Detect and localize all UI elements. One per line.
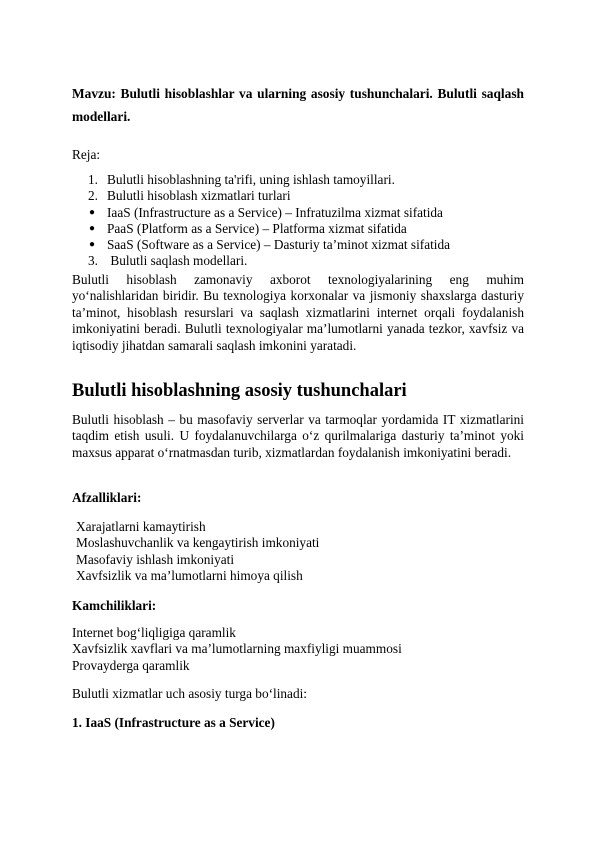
- bullet-icon: ●: [89, 222, 96, 234]
- list-item: Xarajatlarni kamaytirish: [76, 519, 206, 534]
- plan-list: [88, 172, 450, 270]
- list-marker: 2.: [88, 188, 98, 204]
- disadvantages-label: Kamchiliklari:: [72, 598, 157, 613]
- plan-item: [88, 221, 450, 237]
- types-sentence: Bulutli xizmatlar uch asosiy turga bo‘linadi:: [72, 686, 307, 701]
- list-item: Provayderga qaramlik: [72, 657, 190, 673]
- plan-item: [88, 253, 450, 269]
- bullet-icon: ●: [89, 206, 96, 218]
- plan-item-text: PaaS (Platform as a Service) – Platforma xizmat sifatida: [107, 220, 407, 236]
- section-heading: Bulutli hisoblashning asosiy tushunchalari: [72, 381, 407, 401]
- plan-item-text: Bulutli saqlash modellari.: [107, 253, 248, 269]
- advantages-label: Afzalliklari:: [72, 490, 142, 505]
- list-item: Moslashuvchanlik va kengaytirish imkoniyati: [76, 535, 320, 551]
- definition-paragraph: Bulutli hisoblash – bu masofaviy serverlar va tarmoqlar yordamida IT xizmatlarini taqdim etish usuli. U foydalanuvchilarga o‘z qurilmalariga dasturiy ta’minot yoki maxsus apparat o‘rnatmasdan turib, xizmatlardan foydalanish imkoniyatini beradi.: [72, 412, 524, 460]
- plan-item-text: SaaS (Software as a Service) – Dasturiy ta’minot xizmat sifatida: [107, 237, 451, 253]
- iaas-heading: 1. IaaS (Infrastructure as a Service): [72, 715, 275, 730]
- plan-item: [88, 188, 450, 204]
- disadvantages-list: [72, 625, 402, 674]
- list-item: Internet bog‘liqligiga qaramlik: [72, 625, 236, 640]
- intro-paragraph: Bulutli hisoblash zamonaviy axborot texnologiyalarining eng muhim yo‘nalishlaridan biridir. Bu texnologiya korxonalar va jismoniy shaxslarga dasturiy ta’minot, hisoblash resurslari va saqlash xizmatlarini internet orqali foydalanish imkoniyatini beradi. Bulutli texnologiyalar ma’lumotlarni yanada tezkor, xavfsiz va iqtisodiy jihatdan samarali saqlash imkonini yaratadi.: [72, 272, 524, 353]
- list-item: Masofaviy ishlash imkoniyati: [76, 551, 235, 567]
- topic-title: Mavzu: Bulutli hisoblashlar va ularning asosiy tushunchalari. Bulutli saqlash modellari.: [72, 86, 524, 124]
- bullet-icon: ●: [89, 239, 96, 251]
- list-item: Xavfsizlik xavflari va ma’lumotlarning maxfiyligi muammosi: [72, 641, 402, 657]
- plan-item: [88, 237, 450, 253]
- plan-item-text: Bulutli hisoblash xizmatlari turlari: [107, 188, 291, 204]
- plan-item-text: IaaS (Infrastructure as a Service) – Infratuzilma xizmat sifatida: [107, 204, 443, 220]
- plan-item-text: Bulutli hisoblashning ta'rifi, uning ishlash tamoyillari.: [107, 172, 395, 187]
- plan-heading: Reja:: [72, 147, 101, 162]
- list-item: Xavfsizlik va ma’lumotlarni himoya qilish: [76, 567, 303, 583]
- plan-item: [88, 172, 450, 188]
- advantages-list: [72, 519, 319, 584]
- list-marker: 1.: [88, 172, 98, 187]
- plan-item: [88, 205, 450, 221]
- list-marker: 3.: [88, 253, 98, 269]
